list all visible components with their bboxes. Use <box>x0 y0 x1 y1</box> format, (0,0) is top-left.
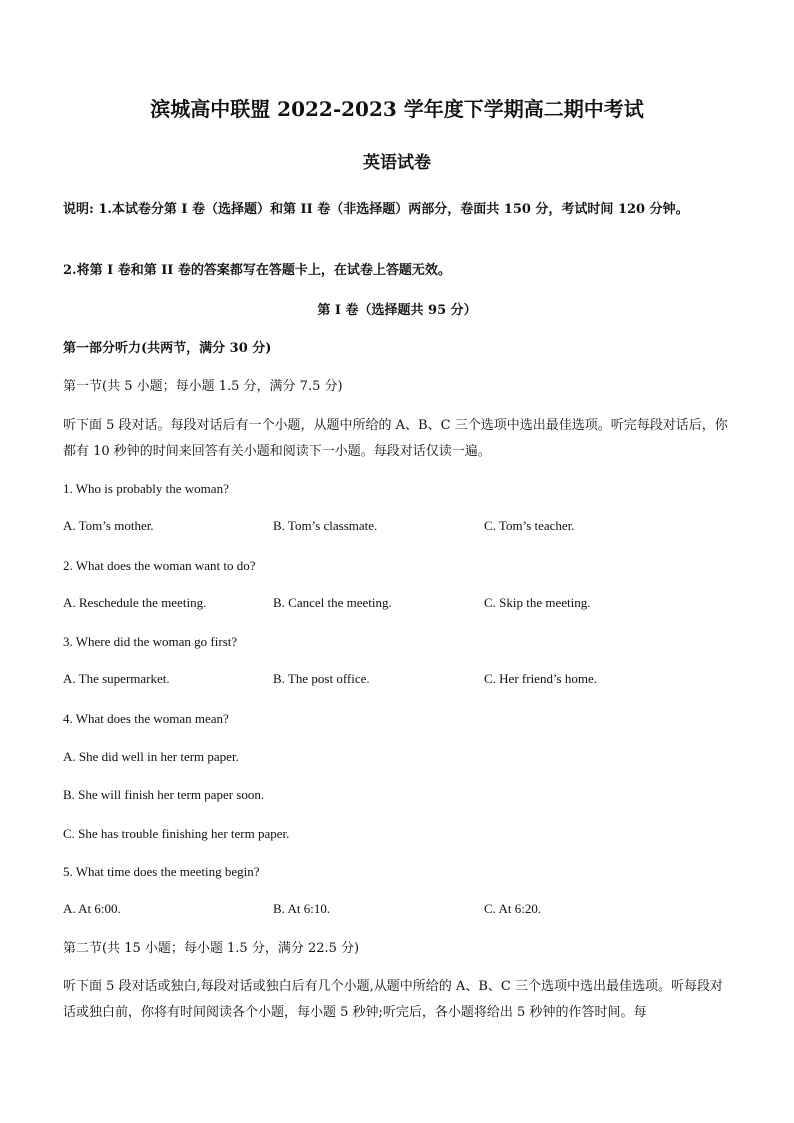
question-5-option-a: A. At 6:00. <box>63 901 121 916</box>
question-3-option-c: C. Her friend’s home. <box>484 671 598 686</box>
question-2-stem: 2. What does the woman want to do? <box>63 558 256 573</box>
question-3-option-b: B. The post office. <box>273 671 370 686</box>
exam-subtitle: 英语试卷 <box>363 153 431 173</box>
question-4-option-a: A. She did well in her term paper. <box>63 749 239 764</box>
question-2-option-c: C. Skip the meeting. <box>484 595 591 610</box>
section-1-directions: 听下面 5 段对话。每段对话后有一个小题，从题中所给的 A、B、C 三个选项中选出最佳选项。听完每段对话后，你都有 10 秒钟的时间来回答有关小题和阅读下一小题。每段对话仅读一遍。 <box>63 418 728 459</box>
volume-1-heading: 第 I 卷（选择题共 95 分） <box>317 303 477 318</box>
instruction-note-2: 2.将第 I 卷和第 II 卷的答案都写在答题卡上，在试卷上答题无效。 <box>63 263 451 278</box>
section-1-heading: 第一节(共 5 小题；每小题 1.5 分，满分 7.5 分) <box>63 379 343 394</box>
question-5-stem: 5. What time does the meeting begin? <box>63 864 260 879</box>
question-4-option-c: C. She has trouble finishing her term paper. <box>63 826 290 841</box>
question-1-option-b: B. Tom’s classmate. <box>273 518 378 533</box>
question-3-stem: 3. Where did the woman go first? <box>63 634 238 649</box>
question-2-option-a: A. Reschedule the meeting. <box>63 595 207 610</box>
question-4-stem: 4. What does the woman mean? <box>63 711 229 726</box>
instruction-note-1: 说明: 1.本试卷分第 I 卷（选择题）和第 II 卷（非选择题）两部分，卷面共 150 分，考试时间 120 分钟。 <box>63 202 689 217</box>
section-2-heading: 第二节(共 15 小题；每小题 1.5 分，满分 22.5 分) <box>63 941 360 956</box>
question-1-option-a: A. Tom’s mother. <box>63 518 154 533</box>
section-2-directions: 听下面 5 段对话或独白,每段对话或独白后有几个小题,从题中所给的 A、B、C 三个选项中选出最佳选项。听每段对话或独白前，你将有时间阅读各个小题，每小题 5 秒钟;听完后，各小题将给出 5 秒钟的作答时间。每 <box>63 979 723 1020</box>
question-5-option-b: B. At 6:10. <box>273 901 331 916</box>
part-1-heading: 第一部分听力(共两节，满分 30 分) <box>63 341 272 356</box>
question-1-stem: 1. Who is probably the woman? <box>63 481 229 496</box>
question-1-option-c: C. Tom’s teacher. <box>484 518 575 533</box>
exam-title: 滨城高中联盟 2022-2023 学年度下学期高二期中考试 <box>150 97 644 121</box>
question-3-option-a: A. The supermarket. <box>63 671 170 686</box>
question-4-option-b: B. She will finish her term paper soon. <box>63 787 265 802</box>
question-5-option-c: C. At 6:20. <box>484 901 542 916</box>
question-2-option-b: B. Cancel the meeting. <box>273 595 392 610</box>
